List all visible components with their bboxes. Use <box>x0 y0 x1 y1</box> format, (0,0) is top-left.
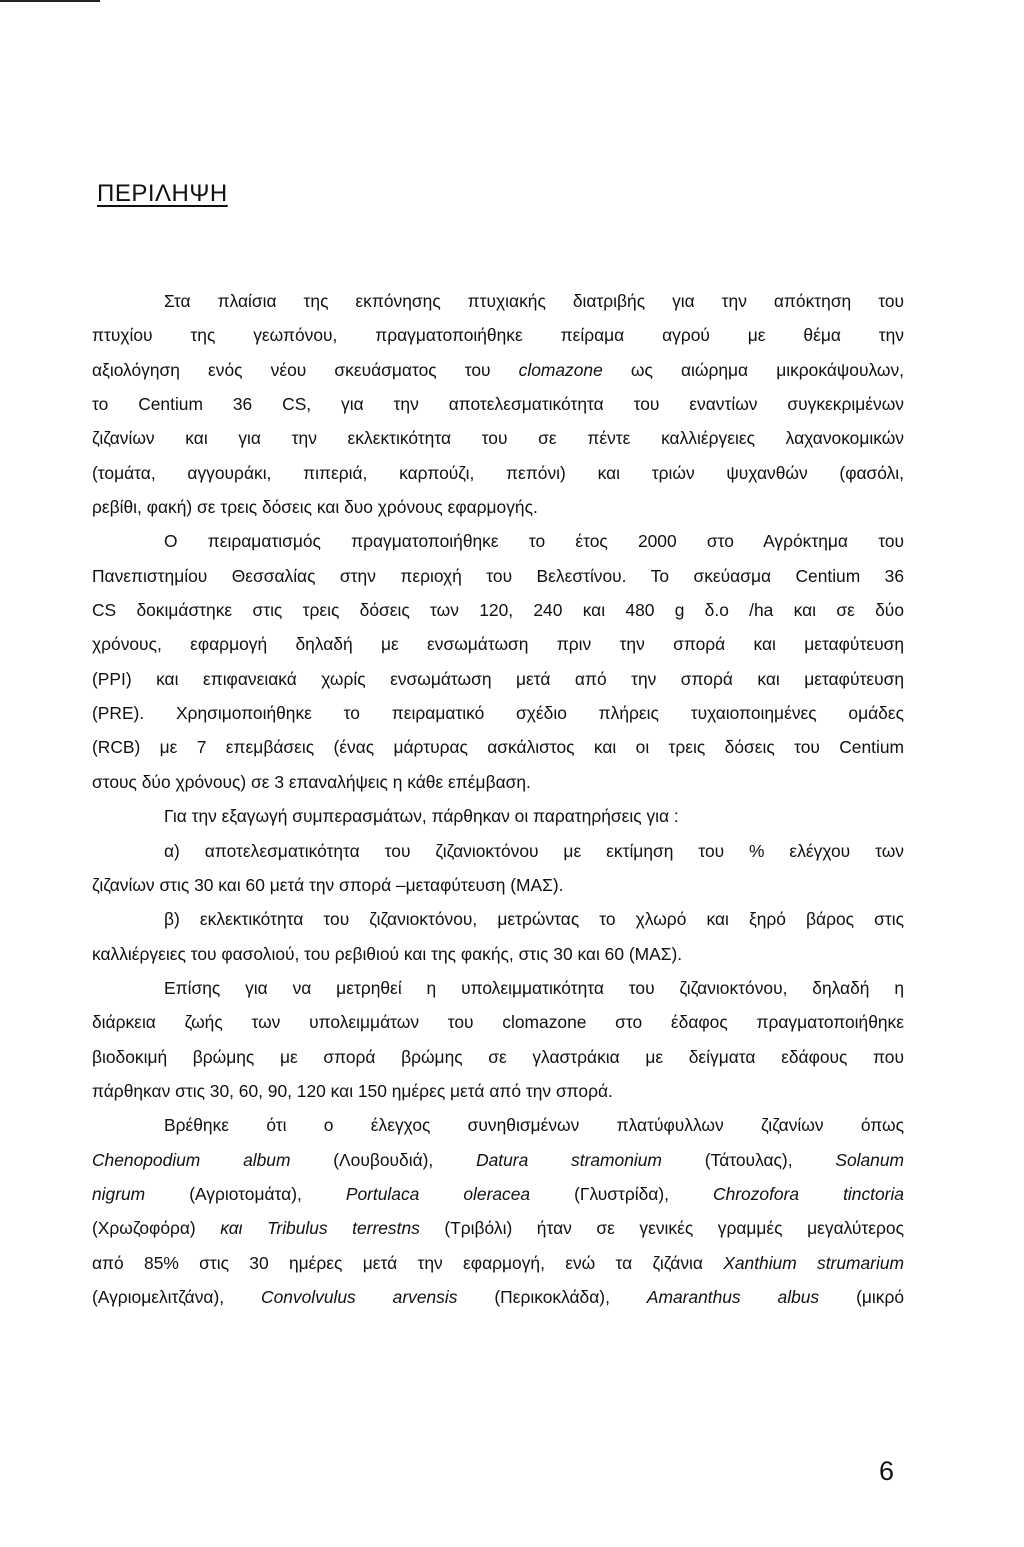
text-segment: (PRE). Χρησιμοποιήθηκε το πειραματικό σχέδιο πλήρεις τυχαιοποιημένες ομάδες <box>92 703 904 724</box>
text-line <box>92 1246 904 1280</box>
text-line <box>92 1074 904 1108</box>
text-line <box>92 1143 904 1177</box>
italic-term: Amaranthus albus <box>646 1286 820 1307</box>
page-heading: ΠΕΡΙΛΗΨΗ <box>97 180 228 207</box>
text-segment: β) εκλεκτικότητα του ζιζανιοκτόνου, μετρώντας το χλωρό και ξηρό βάρος στις <box>164 909 904 930</box>
italic-term: Solanum <box>835 1149 904 1170</box>
text-line <box>92 1108 904 1142</box>
text-segment: (τομάτα, αγγουράκι, πιπεριά, καρπούζι, πεπόνι) και τριών ψυχανθών (φασόλι, <box>92 462 904 483</box>
text-segment: (RCB) με 7 επεμβάσεις (ένας μάρτυρας ασκάλιστος και οι τρεις δόσεις του Centium <box>92 737 904 758</box>
text-segment: (Γλυστρίδα), <box>530 1183 714 1204</box>
abstract-body <box>92 284 904 1314</box>
text-line <box>92 318 904 352</box>
text-segment: (μικρό <box>819 1286 905 1307</box>
text-segment: Βρέθηκε ότι ο έλεγχος συνηθισμένων πλατύφυλλων ζιζανίων όπως <box>164 1115 904 1136</box>
italic-term: Datura stramonium <box>476 1149 662 1170</box>
text-segment: στους δύο χρόνους) σε 3 επαναλήψεις η κάθε επέμβαση. <box>92 771 531 792</box>
text-line <box>92 524 904 558</box>
text-segment: ζιζανίων στις 30 και 60 μετά την σπορά –μεταφύτευση (ΜΑΣ). <box>92 874 564 895</box>
text-segment: από 85% στις 30 ημέρες μετά την εφαρμογή, ενώ τα ζιζάνια <box>92 1252 724 1273</box>
text-line <box>92 284 904 318</box>
italic-term: Chenopodium album <box>92 1149 291 1170</box>
text-line <box>92 1211 904 1245</box>
text-segment: ζιζανίων και για την εκλεκτικότητα του σε πέντε καλλιέργειες λαχανοκομικών <box>92 428 904 449</box>
italic-term: Portulaca oleracea <box>345 1183 531 1204</box>
text-line <box>92 387 904 421</box>
text-line <box>92 627 904 661</box>
text-line <box>92 765 904 799</box>
italic-term: Convolvulus arvensis <box>261 1286 458 1307</box>
text-segment: βιοδοκιμή βρώμης με σπορά βρώμης σε γλαστράκια με δείγματα εδάφους που <box>92 1046 904 1067</box>
text-line <box>92 1040 904 1074</box>
text-line <box>92 902 904 936</box>
text-segment: Για την εξαγωγή συμπερασμάτων, πάρθηκαν οι παρατηρήσεις για : <box>164 806 679 827</box>
text-segment: Ο πειραματισμός πραγματοποιήθηκε το έτος 2000 στο Αγρόκτημα του <box>164 531 904 552</box>
italic-term: Chrozofora tinctoria <box>713 1183 904 1204</box>
text-segment: (Τριβόλι) ήταν σε γενικές γραμμές μεγαλύτερος <box>419 1218 904 1239</box>
text-segment: αξιολόγηση ενός νέου σκευάσματος του <box>92 359 519 380</box>
text-segment: (Λουβουδιά), <box>290 1149 477 1170</box>
text-line <box>92 1280 904 1314</box>
text-segment: (Χρωζοφόρα) <box>92 1218 221 1239</box>
text-segment: (Τάτουλας), <box>661 1149 836 1170</box>
italic-term: και Tribulus terrestns <box>220 1218 420 1239</box>
text-segment: ως αιώρημα μικροκάψουλων, <box>602 359 904 380</box>
text-line <box>92 421 904 455</box>
text-line <box>92 799 904 833</box>
text-segment: (Αγριομελιτζάνα), <box>92 1286 262 1307</box>
text-segment: Στα πλαίσια της εκπόνησης πτυχιακής διατριβής για την απόκτηση του <box>164 291 904 311</box>
text-segment: (PPI) και επιφανειακά χωρίς ενσωμάτωση μετά από την σπορά και μεταφύτευση <box>92 668 904 689</box>
text-line <box>92 456 904 490</box>
text-line <box>92 696 904 730</box>
text-line <box>92 593 904 627</box>
text-line <box>92 559 904 593</box>
text-line <box>92 730 904 764</box>
text-line <box>92 1177 904 1211</box>
text-line <box>92 834 904 868</box>
text-line <box>92 662 904 696</box>
text-line <box>92 868 904 902</box>
italic-term: clomazone <box>518 359 603 380</box>
text-segment: διάρκεια ζωής των υπολειμμάτων του clomazone στο έδαφος πραγματοποιήθηκε <box>92 1012 904 1033</box>
text-line <box>92 490 904 524</box>
text-line <box>92 353 904 387</box>
text-segment: χρόνους, εφαρμογή δηλαδή με ενσωμάτωση πριν την σπορά και μεταφύτευση <box>92 634 904 655</box>
text-segment: α) αποτελεσματικότητα του ζιζανιοκτόνου με εκτίμηση του % ελέγχου των <box>164 840 904 861</box>
text-segment: (Περικοκλάδα), <box>457 1286 647 1307</box>
text-segment: ρεβίθι, φακή) σε τρεις δόσεις και δυο χρόνους εφαρμογής. <box>92 497 538 518</box>
text-segment: CS δοκιμάστηκε στις τρεις δόσεις των 120, 240 και 480 g δ.ο /ha και σε δύο <box>92 600 904 621</box>
italic-term: nigrum <box>92 1183 146 1204</box>
text-line <box>92 971 904 1005</box>
text-segment: το Centium 36 CS, για την αποτελεσματικότητα του εναντίων συγκεκριμένων <box>92 394 904 415</box>
text-segment: καλλιέργειες του φασολιού, του ρεβιθιού και της φακής, στις 30 και 60 (ΜΑΣ). <box>92 943 683 964</box>
page-number: 6 <box>879 1456 895 1486</box>
text-segment: Επίσης για να μετρηθεί η υπολειμματικότητα του ζιζανιοκτόνου, δηλαδή η <box>164 977 904 998</box>
text-segment: Πανεπιστημίου Θεσσαλίας στην περιοχή του Βελεστίνου. Το σκεύασμα Centium 36 <box>92 565 904 586</box>
text-segment: (Αγριοτομάτα), <box>145 1183 346 1204</box>
italic-term: Xanthium strumarium <box>723 1252 904 1273</box>
text-segment: πάρθηκαν στις 30, 60, 90, 120 και 150 ημέρες μετά από την σπορά. <box>92 1080 613 1101</box>
top-rule <box>0 0 100 2</box>
text-segment: πτυχίου της γεωπόνου, πραγματοποιήθηκε πείραμα αγρού με θέμα την <box>92 325 904 346</box>
text-line <box>92 1005 904 1039</box>
text-line <box>92 937 904 971</box>
